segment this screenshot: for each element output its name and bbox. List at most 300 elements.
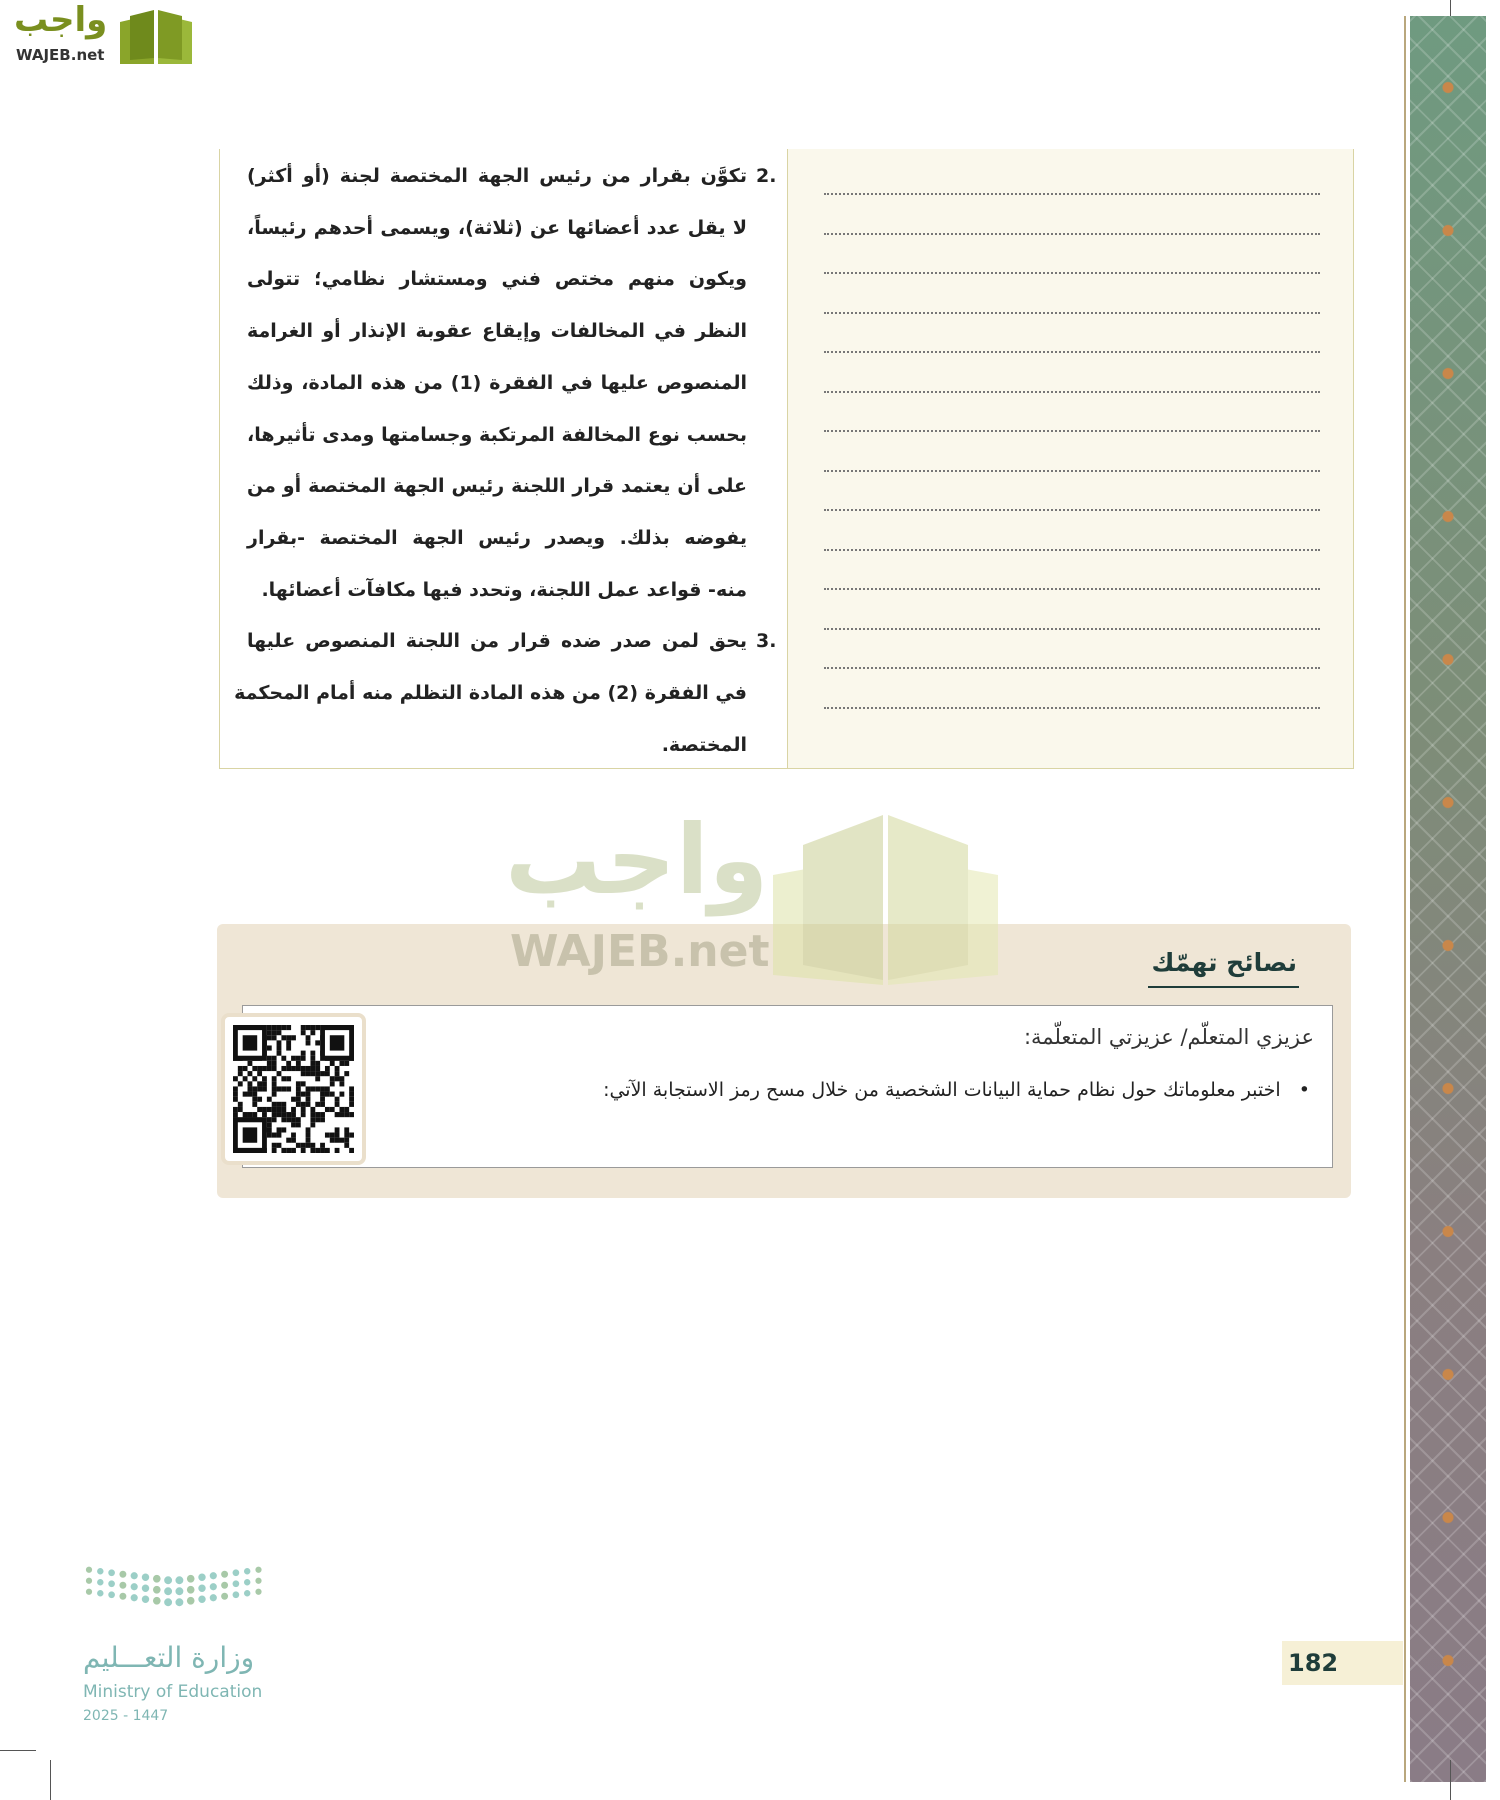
tips-title: نصائح تهمّك <box>1148 948 1299 988</box>
logo-arabic: واجب <box>14 0 108 40</box>
qr-module <box>238 1081 243 1086</box>
qr-module <box>281 1035 286 1040</box>
qr-module <box>315 1066 320 1071</box>
qr-module <box>291 1035 296 1040</box>
qr-module <box>243 1112 248 1117</box>
qr-module <box>272 1086 277 1091</box>
ministry-dot <box>97 1568 103 1574</box>
qr-module <box>281 1056 286 1061</box>
qr-module <box>252 1097 257 1102</box>
qr-module <box>344 1061 349 1066</box>
article-line: يحق لمن صدر ضده قرار من اللجنة المنصوص عليها <box>247 630 747 653</box>
ministry-dot <box>175 1587 183 1595</box>
qr-module <box>296 1143 301 1148</box>
ministry-dot <box>108 1580 115 1587</box>
ministry-dot <box>233 1569 240 1576</box>
ministry-dot <box>244 1590 250 1596</box>
ministry-dot <box>255 1567 261 1573</box>
qr-module <box>330 1035 345 1050</box>
qr-module <box>335 1066 340 1071</box>
qr-module <box>243 1035 258 1050</box>
ministry-dot <box>210 1583 217 1590</box>
qr-module <box>296 1081 301 1086</box>
qr-module <box>330 1061 335 1066</box>
qr-module <box>272 1107 277 1112</box>
qr-module <box>286 1025 291 1030</box>
qr-module <box>330 1092 335 1097</box>
qr-module <box>306 1127 311 1132</box>
article-line: على أن يعتمد قرار اللجنة رئيس الجهة المختصة أو من <box>247 475 747 498</box>
qr-module <box>286 1112 291 1117</box>
ministry-dot <box>233 1580 240 1587</box>
qr-module <box>301 1143 306 1148</box>
qr-module <box>272 1030 277 1035</box>
qr-module <box>248 1071 253 1076</box>
ministry-dot <box>131 1594 138 1601</box>
qr-module <box>296 1097 301 1102</box>
qr-module <box>291 1112 296 1117</box>
qr-module <box>252 1086 257 1091</box>
qr-module <box>291 1122 296 1127</box>
qr-module <box>315 1102 320 1107</box>
qr-module <box>335 1148 340 1153</box>
qr-module <box>344 1071 349 1076</box>
ministry-dot <box>255 1578 261 1584</box>
qr-module <box>344 1112 349 1117</box>
qr-module <box>233 1107 238 1112</box>
answer-line[interactable] <box>824 272 1320 274</box>
qr-module <box>252 1102 257 1107</box>
qr-module <box>257 1086 262 1091</box>
watermark-arabic: واجب <box>505 804 769 916</box>
answer-line[interactable] <box>824 470 1320 472</box>
qr-module <box>310 1117 315 1122</box>
ministry-dot <box>198 1585 205 1592</box>
qr-module <box>272 1133 277 1138</box>
qr-module <box>267 1097 272 1102</box>
qr-module <box>248 1112 253 1117</box>
qr-module <box>320 1143 325 1148</box>
qr-module <box>335 1102 340 1107</box>
crop-mark <box>1450 1760 1451 1800</box>
qr-module <box>281 1025 286 1030</box>
qr-module <box>320 1086 325 1091</box>
qr-module <box>233 1092 238 1097</box>
qr-module <box>257 1066 262 1071</box>
qr-module <box>277 1143 282 1148</box>
ministry-dot <box>198 1574 205 1581</box>
qr-module <box>286 1117 291 1122</box>
qr-module <box>267 1066 272 1071</box>
qr-module <box>325 1133 330 1138</box>
qr-module <box>306 1143 311 1148</box>
qr-module <box>243 1127 258 1142</box>
qr-module <box>320 1102 325 1107</box>
ministry-dot <box>175 1576 183 1584</box>
qr-module <box>306 1092 311 1097</box>
qr-module <box>301 1056 306 1061</box>
qr-module <box>267 1127 272 1132</box>
qr-module <box>306 1097 311 1102</box>
qr-module <box>248 1061 253 1066</box>
qr-module <box>339 1092 344 1097</box>
qr-module <box>277 1071 282 1076</box>
qr-module <box>233 1086 238 1091</box>
ministry-year: 2025 - 1447 <box>83 1708 169 1724</box>
answer-column <box>788 149 1353 768</box>
qr-module <box>277 1030 282 1035</box>
qr-module <box>335 1127 340 1132</box>
qr-module <box>306 1066 311 1071</box>
ministry-dot <box>210 1572 217 1579</box>
qr-module <box>243 1092 248 1097</box>
qr-module <box>262 1112 267 1117</box>
answer-line[interactable] <box>824 351 1320 353</box>
qr-module <box>306 1102 311 1107</box>
qr-module <box>344 1107 349 1112</box>
qr-module <box>291 1148 296 1153</box>
article-line: المختصة. <box>661 733 747 756</box>
qr-module <box>320 1112 325 1117</box>
qr-module <box>286 1061 291 1066</box>
crop-mark <box>1450 0 1451 16</box>
crop-mark <box>50 1760 51 1800</box>
article-line: يفوضه بذلك. ويصدر رئيس الجهة المختصة -بقرار <box>247 526 747 549</box>
qr-module <box>272 1117 277 1122</box>
qr-module <box>301 1081 306 1086</box>
qr-module <box>277 1133 282 1138</box>
qr-module <box>306 1071 311 1076</box>
qr-module <box>335 1138 340 1143</box>
qr-module <box>281 1107 286 1112</box>
ministry-dot <box>221 1571 228 1578</box>
qr-module <box>310 1025 315 1030</box>
qr-module <box>315 1040 320 1045</box>
qr-module <box>272 1061 277 1066</box>
qr-module <box>262 1107 267 1112</box>
qr-module <box>325 1066 330 1071</box>
ministry-dot <box>187 1586 195 1594</box>
qr-module <box>291 1138 296 1143</box>
answer-line[interactable] <box>824 509 1320 511</box>
qr-module <box>238 1066 243 1071</box>
qr-module <box>262 1081 267 1086</box>
crop-mark <box>0 1750 36 1751</box>
greeting: عزيزي المتعلّم/ عزيزتي المتعلّمة: <box>1023 1025 1314 1049</box>
qr-module <box>291 1107 296 1112</box>
qr-module <box>306 1040 311 1045</box>
qr-module <box>272 1112 277 1117</box>
qr-module <box>339 1076 344 1081</box>
qr-module <box>310 1107 315 1112</box>
qr-module <box>272 1148 277 1153</box>
qr-module <box>320 1148 325 1153</box>
qr-module <box>301 1092 306 1097</box>
qr-module <box>267 1025 272 1030</box>
ministry-dot <box>86 1567 92 1573</box>
qr-module <box>243 1066 248 1071</box>
qr-module <box>272 1035 277 1040</box>
qr-module <box>267 1117 272 1122</box>
qr-module <box>330 1107 335 1112</box>
qr-module <box>301 1148 306 1153</box>
ministry-dot <box>221 1593 228 1600</box>
qr-module <box>238 1107 243 1112</box>
answer-line[interactable] <box>824 549 1320 551</box>
article-line: تكوَّن بقرار من رئيس الجهة المختصة لجنة (أو أكثر) <box>247 165 747 187</box>
qr-module <box>349 1102 354 1107</box>
qr-module <box>306 1086 311 1091</box>
qr-module <box>277 1045 282 1050</box>
qr-module <box>267 1107 272 1112</box>
answer-line[interactable] <box>824 430 1320 432</box>
qr-module <box>325 1107 330 1112</box>
qr-module <box>281 1117 286 1122</box>
qr-module <box>344 1133 349 1138</box>
qr-module <box>320 1117 325 1122</box>
qr-module <box>281 1148 286 1153</box>
ministry-dot <box>131 1583 138 1590</box>
watermark-book-icon <box>773 815 998 985</box>
qr-module <box>262 1066 267 1071</box>
article-table <box>219 149 1354 769</box>
ministry-dot <box>108 1591 115 1598</box>
qr-module <box>296 1117 301 1122</box>
qr-module <box>349 1092 354 1097</box>
ministry-dot <box>244 1579 250 1585</box>
wajeb-watermark <box>505 804 1000 990</box>
ministry-dot <box>119 1571 126 1578</box>
logo-english: WAJEB.net <box>16 46 105 64</box>
ministry-dot <box>198 1596 205 1603</box>
ministry-dot <box>153 1575 161 1583</box>
qr-module <box>344 1143 349 1148</box>
qr-module <box>335 1097 340 1102</box>
ministry-english: Ministry of Education <box>83 1682 263 1702</box>
qr-module <box>320 1071 325 1076</box>
qr-module <box>233 1112 238 1117</box>
qr-module <box>272 1025 277 1030</box>
qr-module <box>277 1107 282 1112</box>
qr-module <box>306 1035 311 1040</box>
ministry-dot <box>221 1582 228 1589</box>
ministry-dot <box>131 1572 138 1579</box>
qr-module <box>267 1122 272 1127</box>
qr-module <box>296 1066 301 1071</box>
qr-module <box>262 1076 267 1081</box>
answer-line[interactable] <box>824 707 1320 709</box>
qr-module <box>296 1056 301 1061</box>
ministry-dot <box>108 1569 115 1576</box>
watermark-english: WAJEB.net <box>510 926 770 977</box>
qr-module <box>315 1117 320 1122</box>
ministry-dot <box>142 1585 149 1592</box>
qr-code[interactable] <box>221 1013 366 1165</box>
qr-module <box>281 1127 286 1132</box>
qr-module <box>344 1138 349 1143</box>
qr-module <box>267 1030 272 1035</box>
answer-line[interactable] <box>824 233 1320 235</box>
qr-module <box>272 1076 277 1081</box>
qr-module <box>301 1025 306 1030</box>
answer-line[interactable] <box>824 312 1320 314</box>
qr-module <box>310 1143 315 1148</box>
wajeb-logo <box>8 0 198 70</box>
article-line: النظر في المخالفات وإيقاع عقوبة الإنذار أو الغرامة <box>247 320 747 343</box>
qr-module <box>257 1097 262 1102</box>
qr-module <box>349 1133 354 1138</box>
qr-module <box>252 1092 257 1097</box>
qr-module <box>315 1112 320 1117</box>
qr-module <box>277 1127 282 1132</box>
qr-module <box>325 1148 330 1153</box>
answer-line[interactable] <box>824 193 1320 195</box>
answer-line[interactable] <box>824 667 1320 669</box>
qr-module <box>277 1025 282 1030</box>
tip-bullet: • اختبر معلوماتك حول نظام حماية البيانات الشخصية من خلال مسح رمز الاستجابة الآتي: <box>603 1079 1310 1101</box>
qr-module <box>330 1076 335 1081</box>
qr-module <box>335 1133 340 1138</box>
ministry-dot <box>187 1597 195 1605</box>
qr-module <box>267 1056 272 1061</box>
decorative-pattern-border <box>1410 16 1486 1782</box>
qr-module <box>306 1138 311 1143</box>
qr-module <box>277 1040 282 1045</box>
qr-module <box>339 1081 344 1086</box>
book-icon <box>116 8 196 68</box>
qr-module <box>301 1071 306 1076</box>
qr-module <box>315 1148 320 1153</box>
qr-module <box>248 1086 253 1091</box>
side-border-line <box>1404 16 1406 1782</box>
qr-module <box>272 1143 277 1148</box>
qr-module <box>320 1097 325 1102</box>
qr-module <box>325 1092 330 1097</box>
qr-module <box>281 1112 286 1117</box>
ministry-logo <box>83 1561 273 1731</box>
qr-module <box>335 1071 340 1076</box>
ministry-dot <box>244 1568 250 1574</box>
ministry-dot <box>164 1598 172 1606</box>
qr-module <box>272 1056 277 1061</box>
qr-module <box>310 1122 315 1127</box>
ministry-dot <box>175 1598 183 1606</box>
ministry-dot <box>86 1589 92 1595</box>
qr-code-icon <box>233 1025 354 1153</box>
qr-module <box>233 1076 238 1081</box>
qr-module <box>296 1061 301 1066</box>
qr-module <box>320 1092 325 1097</box>
qr-module <box>291 1117 296 1122</box>
answer-line[interactable] <box>824 628 1320 630</box>
qr-module <box>257 1107 262 1112</box>
qr-module <box>296 1092 301 1097</box>
qr-module <box>315 1061 320 1066</box>
ministry-dot <box>142 1596 149 1603</box>
answer-line[interactable] <box>824 391 1320 393</box>
qr-module <box>301 1066 306 1071</box>
qr-module <box>349 1148 354 1153</box>
qr-module <box>257 1081 262 1086</box>
qr-module <box>281 1102 286 1107</box>
item-number: 2. <box>756 165 777 187</box>
ministry-dot <box>119 1593 126 1600</box>
qr-module <box>277 1112 282 1117</box>
answer-line[interactable] <box>824 588 1320 590</box>
qr-module <box>281 1066 286 1071</box>
ministry-dot <box>210 1594 217 1601</box>
qr-module <box>301 1051 306 1056</box>
qr-module <box>233 1097 238 1102</box>
qr-module <box>252 1066 257 1071</box>
ministry-dot <box>233 1591 240 1598</box>
qr-module <box>306 1133 311 1138</box>
qr-module <box>335 1076 340 1081</box>
ministry-dot <box>97 1590 103 1596</box>
qr-module <box>291 1056 296 1061</box>
qr-module <box>267 1035 272 1040</box>
item-number: 3. <box>756 630 777 653</box>
qr-module <box>310 1071 315 1076</box>
qr-module <box>286 1148 291 1153</box>
qr-module <box>286 1086 291 1091</box>
ministry-dots-icon <box>83 1561 268 1631</box>
qr-module <box>310 1061 315 1066</box>
qr-module <box>310 1086 315 1091</box>
qr-module <box>286 1066 291 1071</box>
qr-module <box>272 1092 277 1097</box>
qr-module <box>315 1071 320 1076</box>
article-line: ويكون منهم مختص فني ومستشار نظامي؛ تتولى <box>247 268 747 291</box>
qr-module <box>315 1076 320 1081</box>
qr-module <box>310 1056 315 1061</box>
qr-module <box>267 1061 272 1066</box>
article-line: بحسب نوع المخالفة المرتكبة وجسامتها ومدى تأثيرها، <box>247 423 747 446</box>
qr-module <box>257 1071 262 1076</box>
qr-module <box>301 1030 306 1035</box>
qr-module <box>325 1086 330 1091</box>
qr-module <box>243 1076 248 1081</box>
qr-module <box>310 1066 315 1071</box>
qr-module <box>325 1071 330 1076</box>
qr-module <box>330 1138 335 1143</box>
ministry-dot <box>142 1574 149 1581</box>
article-line: في الفقرة (2) من هذه المادة التظلم منه أمام المحكمة <box>234 682 747 704</box>
qr-module <box>335 1112 340 1117</box>
article-text-column <box>220 149 788 768</box>
qr-module <box>262 1086 267 1091</box>
tip-bullet-text: اختبر معلوماتك حول نظام حماية البيانات الشخصية من خلال مسح رمز الاستجابة الآتي: <box>603 1079 1281 1101</box>
ministry-dot <box>153 1586 161 1594</box>
qr-module <box>252 1112 257 1117</box>
qr-module <box>291 1097 296 1102</box>
qr-module <box>301 1102 306 1107</box>
qr-module <box>315 1025 320 1030</box>
qr-module <box>291 1133 296 1138</box>
qr-module <box>349 1097 354 1102</box>
qr-module <box>272 1066 277 1071</box>
qr-module <box>281 1086 286 1091</box>
ministry-arabic: وزارة التعـــليم <box>83 1641 255 1674</box>
tips-content <box>242 1005 1333 1168</box>
qr-module <box>339 1138 344 1143</box>
qr-module <box>277 1102 282 1107</box>
qr-module <box>301 1112 306 1117</box>
qr-module <box>339 1061 344 1066</box>
qr-module <box>349 1086 354 1091</box>
ministry-dot <box>97 1579 103 1585</box>
qr-module <box>306 1025 311 1030</box>
